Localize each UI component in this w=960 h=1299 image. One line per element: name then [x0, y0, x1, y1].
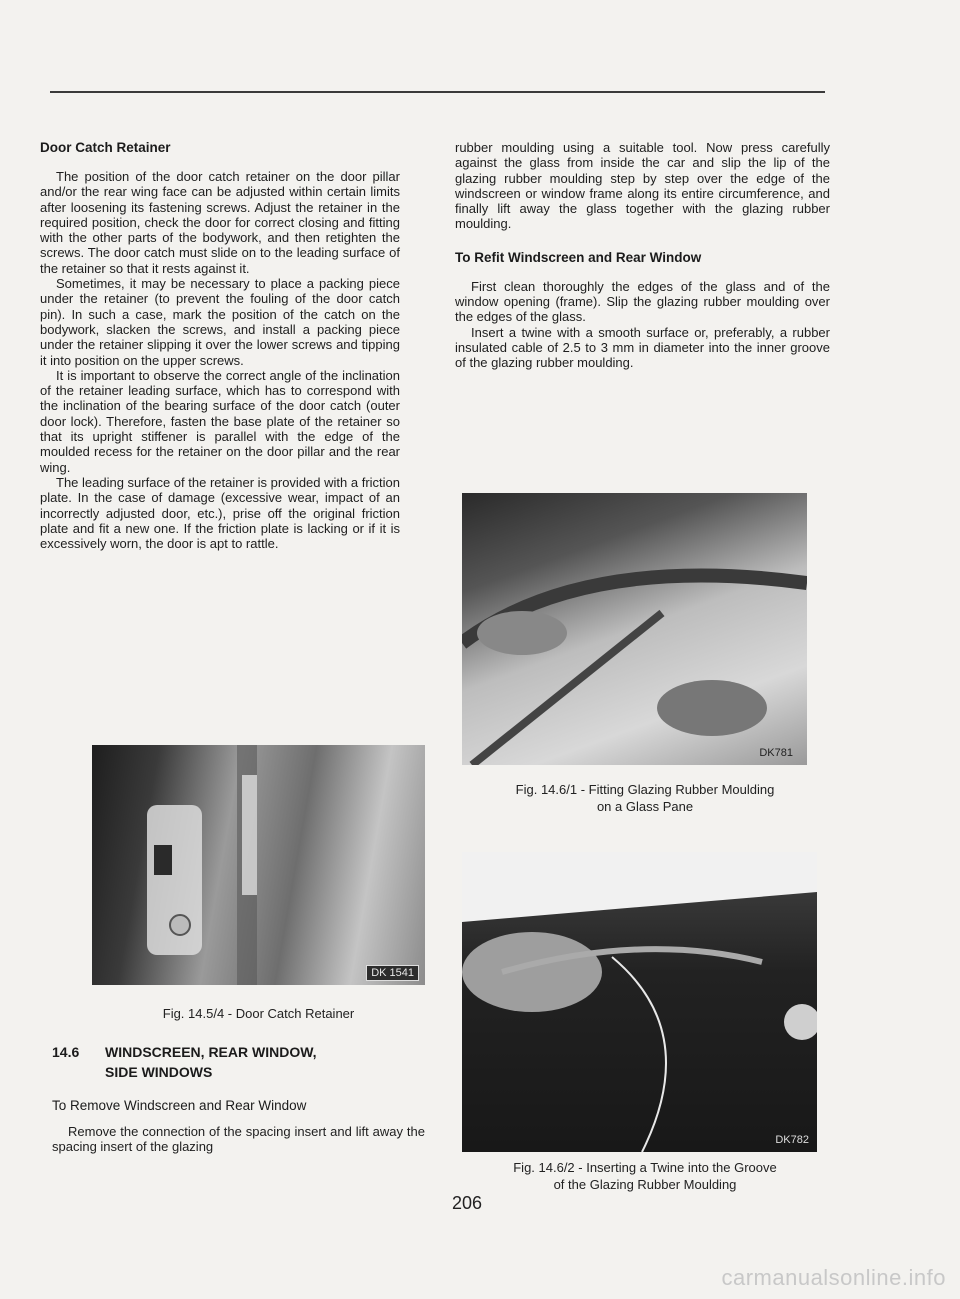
figure-caption-line2: of the Glazing Rubber Moulding — [553, 1177, 737, 1192]
left-column — [40, 140, 400, 551]
door-catch-heading: Door Catch Retainer — [40, 140, 171, 155]
remove-windscreen-text: Remove the connection of the spacing insert and lift away the spacing insert of the glazing — [52, 1124, 425, 1155]
figure-caption: Fig. 14.5/4 - Door Catch Retainer — [162, 1006, 355, 1021]
figure-tag: DK 1541 — [366, 965, 419, 981]
paragraph: Insert a twine with a smooth surface or, preferably, a rubber insulated cable of 2.5 to 3 mm in diameter into the inner groove of the glazing rubber moulding. — [455, 324, 830, 371]
figure-caption-line1: Fig. 14.6/2 - Inserting a Twine into the Groove — [513, 1160, 777, 1175]
twine-insert-photo — [462, 852, 817, 1152]
paragraph: First clean thoroughly the edges of the glass and of the window opening (frame). Slip the glazing rubber moulding over the edges of the glass. — [455, 278, 830, 325]
figure-caption-line2: on a Glass Pane — [596, 799, 694, 814]
paragraph: Sometimes, it may be necessary to place a packing piece under the retainer (to prevent the fouling of the door catch pin). In such a case, mark the position of the catch on the bodywork, slacken the screws, and install a packing piece under the retainer slipping it over the lower screws and tipping it into position on the upper screws. — [40, 276, 400, 368]
top-rule — [50, 91, 825, 93]
figure-tag: DK781 — [759, 747, 793, 759]
section-number: 14.6 — [52, 1044, 80, 1060]
footer-watermark[interactable]: carmanualsonline.info — [721, 1265, 946, 1290]
refit-windscreen-heading: To Refit Windscreen and Rear Window — [455, 249, 702, 265]
glazing-rubber-photo — [462, 493, 807, 765]
remove-windscreen-heading: To Remove Windscreen and Rear Window — [52, 1098, 307, 1113]
figure-tag: DK782 — [775, 1134, 809, 1146]
twine-illustration — [462, 852, 817, 1152]
continuation-paragraph: rubber moulding using a suitable tool. Now press carefully against the glass from inside the car and slip the lip of the glazing rubber moulding step by step over the edge of the windscreen or window frame along its entire circumference, and finally lift away the glass together with the glazing rubber moulding. — [455, 140, 830, 232]
paragraph: It is important to observe the correct angle of the inclination of the retainer leading surface, which has to correspond with the inclination of the bearing surface of the door catch (outer door lock). Therefore, fasten the base plate of the retainer so that its upright stiffener is parallel with the edge of the moulded recess for the retainer on the door pillar and the rear wing. — [40, 367, 400, 475]
section-title-line1: WINDSCREEN, REAR WINDOW, — [105, 1044, 317, 1060]
page-number: 206 — [452, 1193, 483, 1213]
right-column — [455, 140, 830, 371]
door-catch-illustration — [92, 745, 425, 985]
figure-caption-line1: Fig. 14.6/1 - Fitting Glazing Rubber Moulding — [515, 782, 775, 797]
paragraph: The leading surface of the retainer is provided with a friction plate. In the case of damage (excessive wear, impact of an incorrectly adjusted door, etc.), prise off the original friction plate and fit a new one. If the friction plate is lacking or if it is excessively worn, the door is apt to rattle. — [40, 474, 400, 552]
glazing-illustration — [462, 493, 807, 765]
paragraph: The position of the door catch retainer on the door pillar and/or the rear wing face can be adjusted within certain limits after loosening its fastening screws. Adjust the retainer in the required position, check the door for correct closing and fitting with the other parts of the bodywork, and then retighten the screws. The door catch must slide on to the leading surface of the retainer so that it rests against it. — [40, 169, 400, 276]
section-title-line2: SIDE WINDOWS — [105, 1064, 213, 1080]
door-catch-photo — [92, 745, 425, 985]
